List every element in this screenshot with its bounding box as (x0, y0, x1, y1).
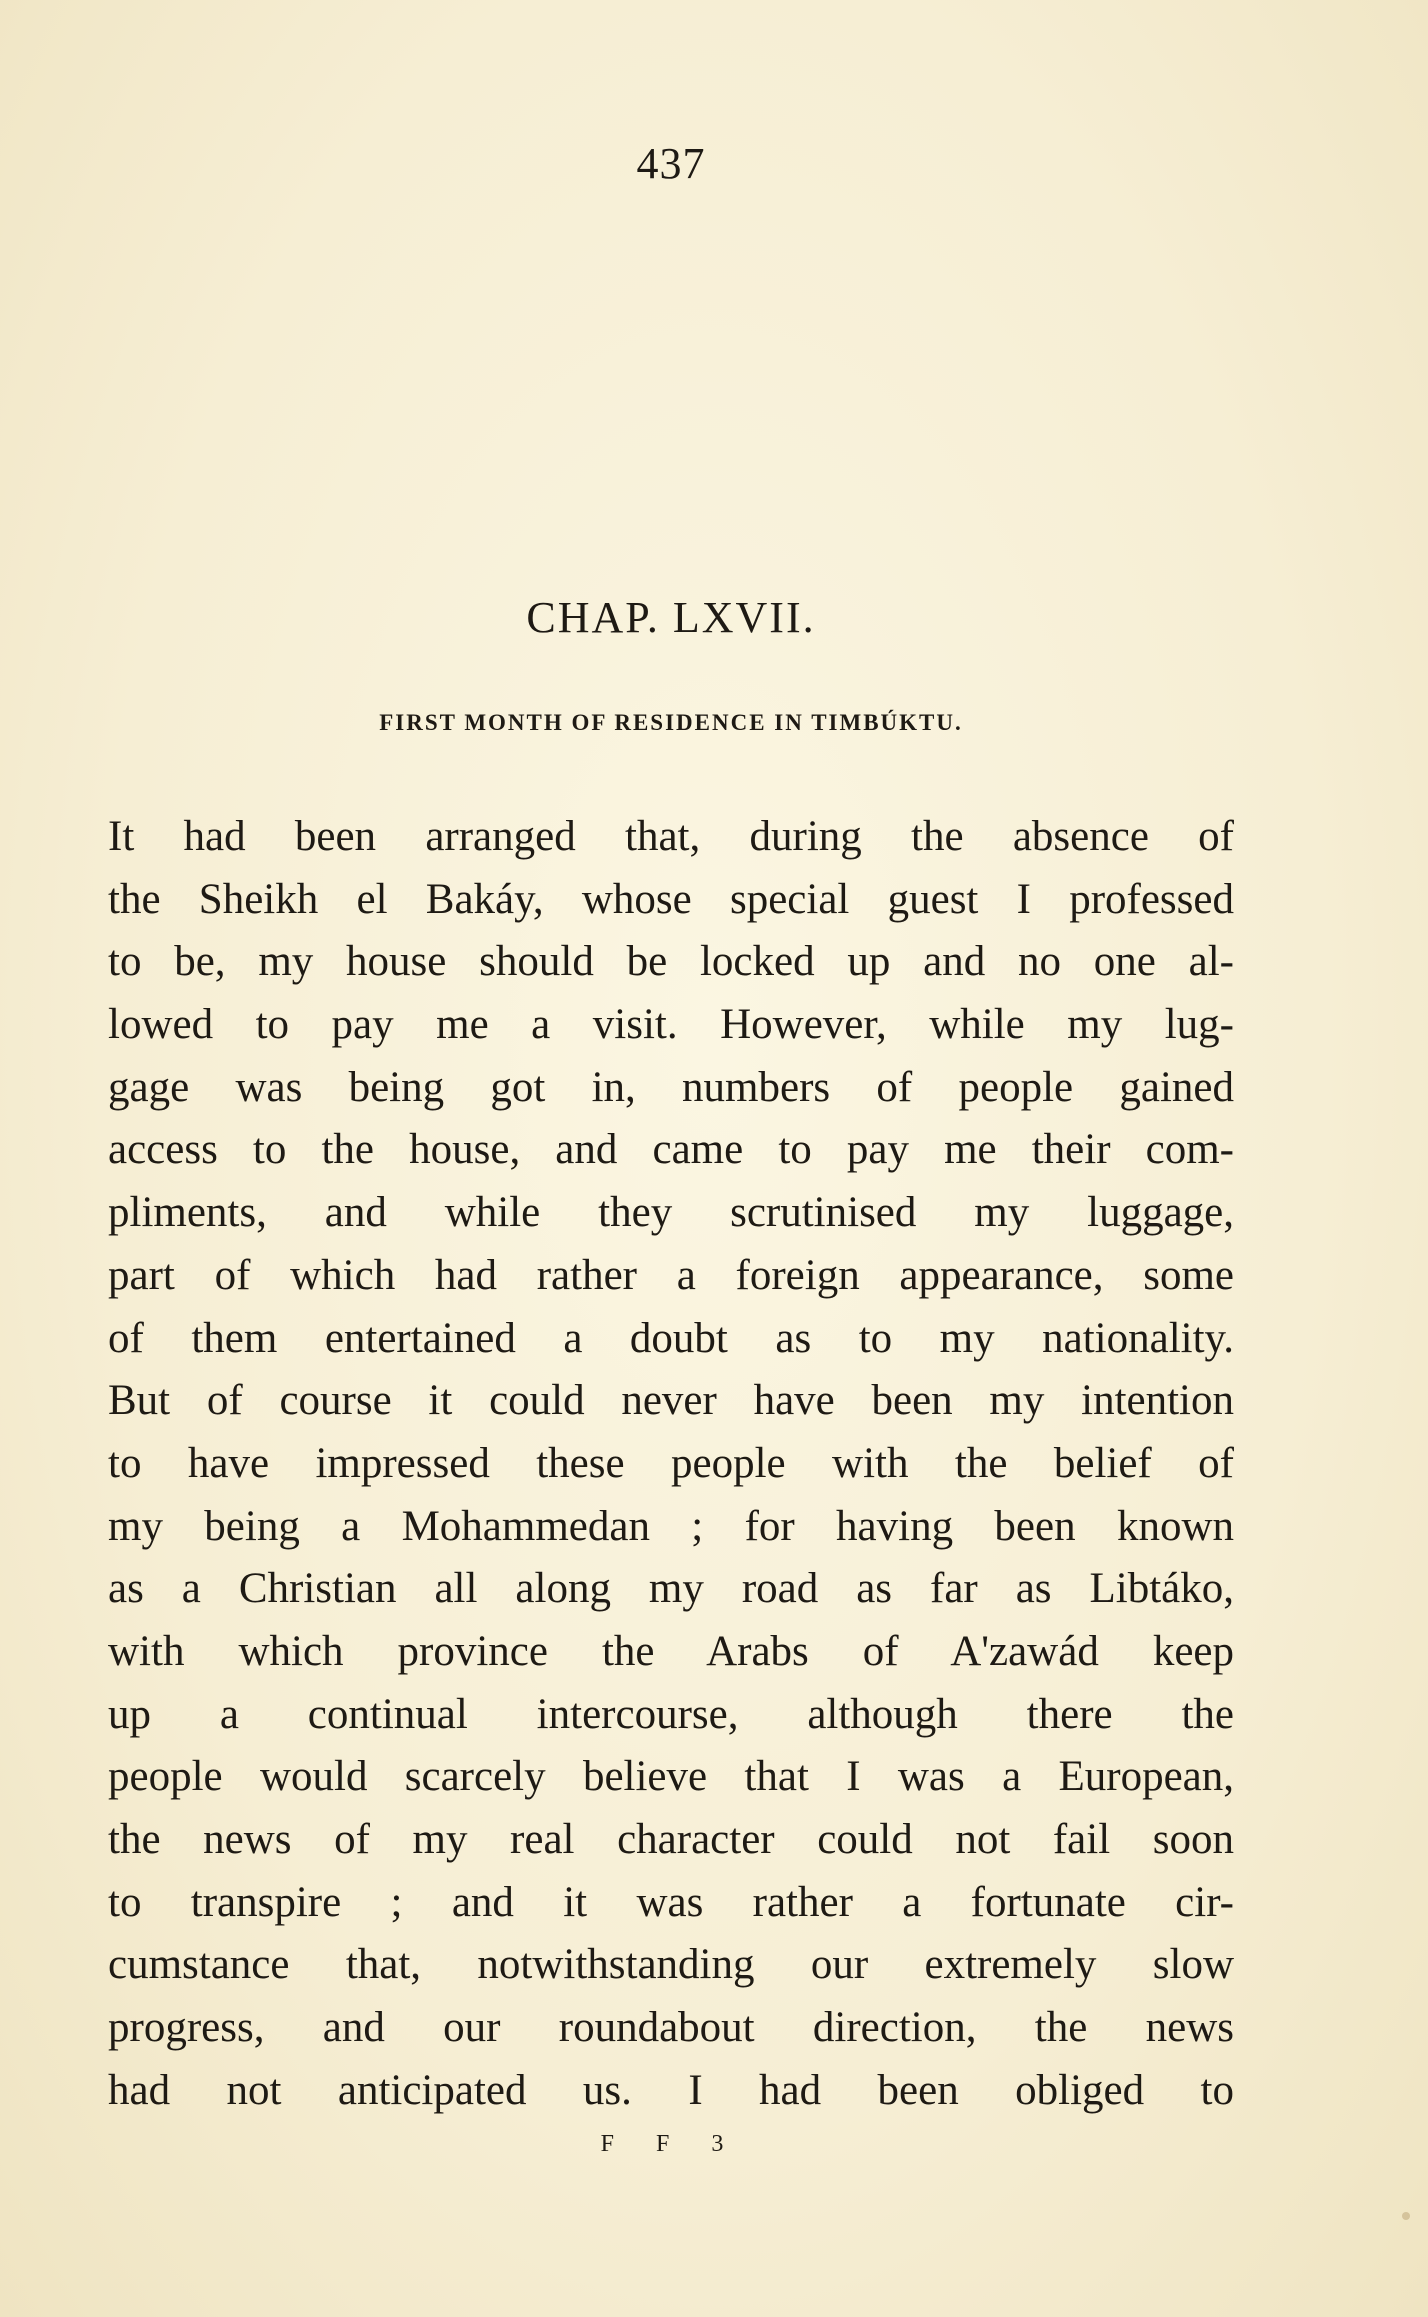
text-line: It had been arranged that, during the absence of (108, 813, 1234, 860)
text-line: with which province the Arabs of A'zawád keep (108, 1627, 1234, 1675)
text-line: part of which had rather a foreign appearance, some (108, 1251, 1234, 1299)
text-line: my being a Mohammedan ; for having been known (108, 1502, 1234, 1550)
text-line: as a Christian all along my road as far as Libtáko, (108, 1565, 1234, 1613)
chapter-subtitle: FIRST MONTH OF RESIDENCE IN TIMBÚKTU. (379, 710, 963, 735)
text-line: access to the house, and came to pay me their com- (108, 1126, 1234, 1174)
text-line: lowed to pay me a visit. However, while my lug- (108, 1001, 1234, 1049)
text-line: had not anticipated us. I had been obliged to (108, 2066, 1234, 2114)
text-line: of them entertained a doubt as to my nationality. (108, 1314, 1234, 1362)
chapter-title: CHAP. LXVII. (526, 593, 816, 642)
text-line: up a continual intercourse, although there the (108, 1690, 1234, 1738)
text-line: to be, my house should be locked up and no one al- (108, 938, 1234, 986)
text-line: the news of my real character could not fail soon (108, 1816, 1234, 1863)
text-line: people would scarcely believe that I was a European, (108, 1753, 1234, 1801)
page-number: 437 (636, 139, 706, 188)
body-text (108, 806, 1234, 2122)
book-page (108, 0, 1234, 2317)
text-line: to have impressed these people with the belief of (108, 1439, 1234, 1487)
text-line: gage was being got in, numbers of people gained (108, 1063, 1234, 1111)
text-line: the Sheikh el Bakáy, whose special guest I professed (108, 875, 1234, 923)
printer-signature: F F 3 (600, 2131, 742, 2157)
text-line: pliments, and while they scrutinised my luggage, (108, 1189, 1234, 1237)
text-line: But of course it could never have been my intention (108, 1377, 1234, 1425)
text-line: cumstance that, notwithstanding our extremely slow (108, 1941, 1234, 1989)
paper-stain (1402, 2212, 1410, 2220)
text-line: progress, and our roundabout direction, the news (108, 2004, 1234, 2052)
text-line: to transpire ; and it was rather a fortunate cir- (108, 1878, 1234, 1926)
